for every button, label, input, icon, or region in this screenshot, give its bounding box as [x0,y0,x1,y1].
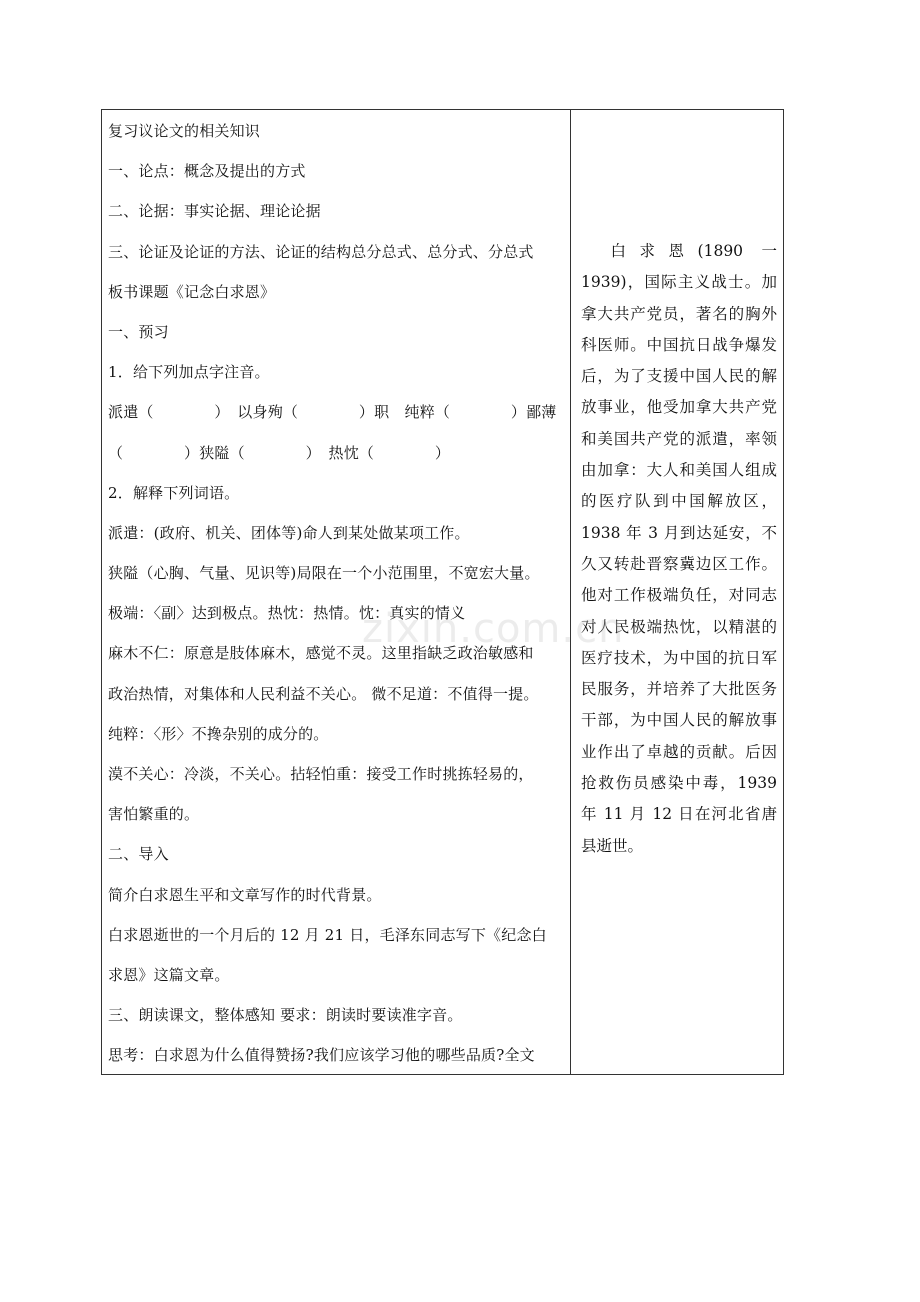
text-line: 害怕繁重的。 [108,805,200,824]
text-line: 白求恩逝世的一个月后的 12 月 21 日，毛泽东同志写下《纪念白 [108,925,547,944]
text-line: 派遣（ ） 以身殉（ ）职 纯粹（ ）鄙薄 [108,403,557,422]
text-line: 漠不关心：冷淡，不关心。拈轻怕重：接受工作时挑拣轻易的， [108,765,534,783]
text-line: 板书课题《记念白求恩》 [108,282,276,301]
text-line: 二、论据：事实论据、理论论据 [108,202,321,221]
text-line: 三、论证及论证的方法、论证的结构总分总式、总分式、分总式 [108,242,534,261]
text-line: 狭隘（心胸、气量、见识等)局限在一个小范围里，不宽宏大量。 [108,564,540,583]
text-line: 一、预习 [108,322,169,341]
watermark: zixin.com.cn [362,606,625,652]
column-divider [570,109,571,1075]
text-line: 二、导入 [108,845,169,864]
text-line: （ ）狭隘（ ） 热忱（ ） [108,443,451,462]
biography-paragraph: 白求恩(1890 一 1939)，国际主义战士。加拿大共产党员，著名的胸外科医师。中国抗日战争爆发后，为了支援中国人民的解放事业，他受加拿大共产党和美国共产党的派遣，率领由加拿：大人和美国人组成的医疗队到中国解放区，1938 年 3 月到达延安，不久又转赴晋察冀边区工作。他对工作极端负任，对同志对人民极端热忱，以精湛的医疗技术，为中国的抗日军民服务，并培养了大批医务干部，为中国人民的解放事业作出了卓越的贡献。后因抢救伤员感染中毒，1939 年 11 月 12 日在河北省唐县逝世。 [581,242,777,855]
text-line: 三、朗读课文，整体感知 要求：朗读时要读准字音。 [108,1006,463,1025]
text-line: 2．解释下列词语。 [108,483,240,502]
text-line: 一、论点：概念及提出的方式 [108,162,306,181]
text-line: 1．给下列加点字注音。 [108,363,270,382]
text-line: 思考：白求恩为什么值得赞扬?我们应该学习他的哪些品质?全文 [108,1046,535,1065]
text-line: 简介白求恩生平和文章写作的时代背景。 [108,885,382,904]
text-line: 求恩》这篇文章。 [108,965,230,984]
text-line: 复习议论文的相关知识 [108,122,261,140]
text-line: 麻木不仁：原意是肢体麻木，感觉不灵。这里指缺乏政治敏感和 [108,644,534,663]
lesson-plan-column [108,118,566,1083]
text-line: 纯粹：〈形〉不搀杂别的成分的。 [108,724,329,743]
text-line: 派遣：(政府、机关、团体等)命人到某处做某项工作。 [108,523,470,542]
text-line: 政治热情，对集体和人民利益不关心。 微不足道：不值得一提。 [108,684,539,703]
biography-note [581,236,777,862]
text-line: 极端：〈副〉达到极点。热忱：热情。忱：真实的情义 [108,604,466,623]
